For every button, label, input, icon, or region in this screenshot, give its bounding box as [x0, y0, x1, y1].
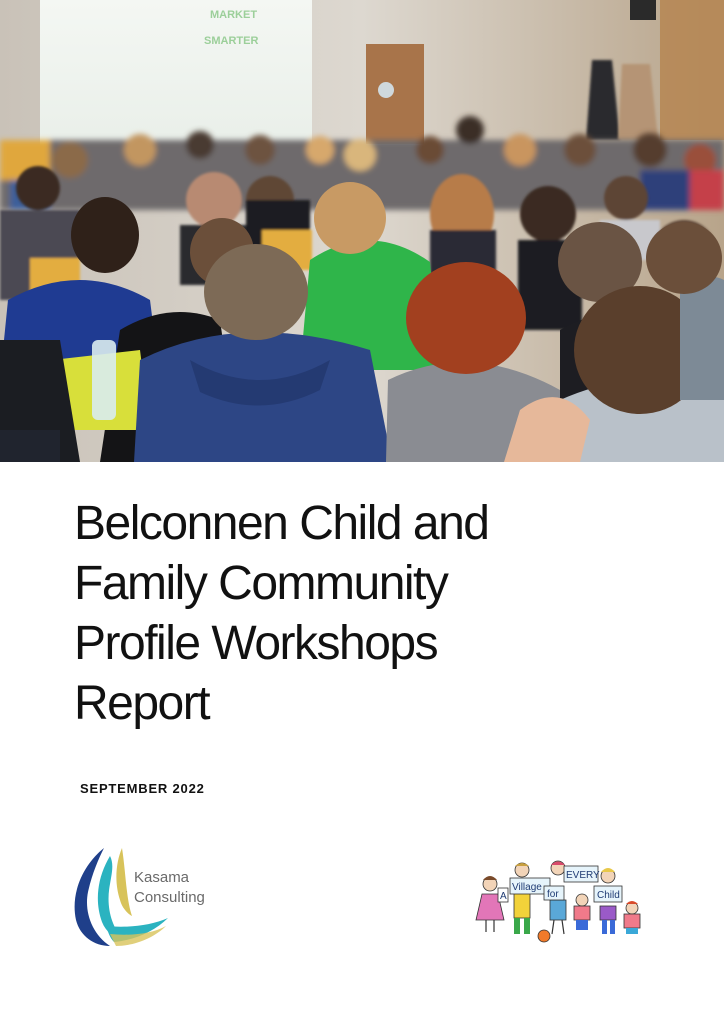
kasama-name — [134, 868, 205, 908]
sign-word-child: Child — [597, 890, 620, 901]
sign-word-for: for — [547, 889, 559, 900]
village-for-every-child-logo — [474, 858, 646, 944]
title-line-4: Report — [74, 677, 210, 730]
projection-screen — [40, 0, 312, 150]
sign-word-a: A — [500, 891, 507, 902]
kasama-line-2: Consulting — [134, 889, 205, 906]
sign-word-every: EVERY — [566, 870, 600, 881]
kasama-line-1: Kasama — [134, 869, 190, 886]
sign-word-village: Village — [512, 882, 542, 893]
title-line-1: Belconnen Child and — [74, 497, 489, 550]
screen-text-2: SMARTER — [204, 35, 259, 47]
cover-photo — [0, 0, 724, 462]
report-date: SEPTEMBER 2022 — [80, 781, 205, 796]
door — [366, 44, 424, 144]
children-holding-signs-icon — [474, 858, 646, 944]
screen-text-1: MARKET — [210, 9, 258, 21]
report-title — [74, 494, 674, 734]
seminar-audience-illustration — [0, 0, 724, 462]
title-line-3: Profile Workshops — [74, 617, 438, 670]
kasama-consulting-logo — [70, 842, 250, 952]
title-line-2: Family Community — [74, 557, 448, 610]
